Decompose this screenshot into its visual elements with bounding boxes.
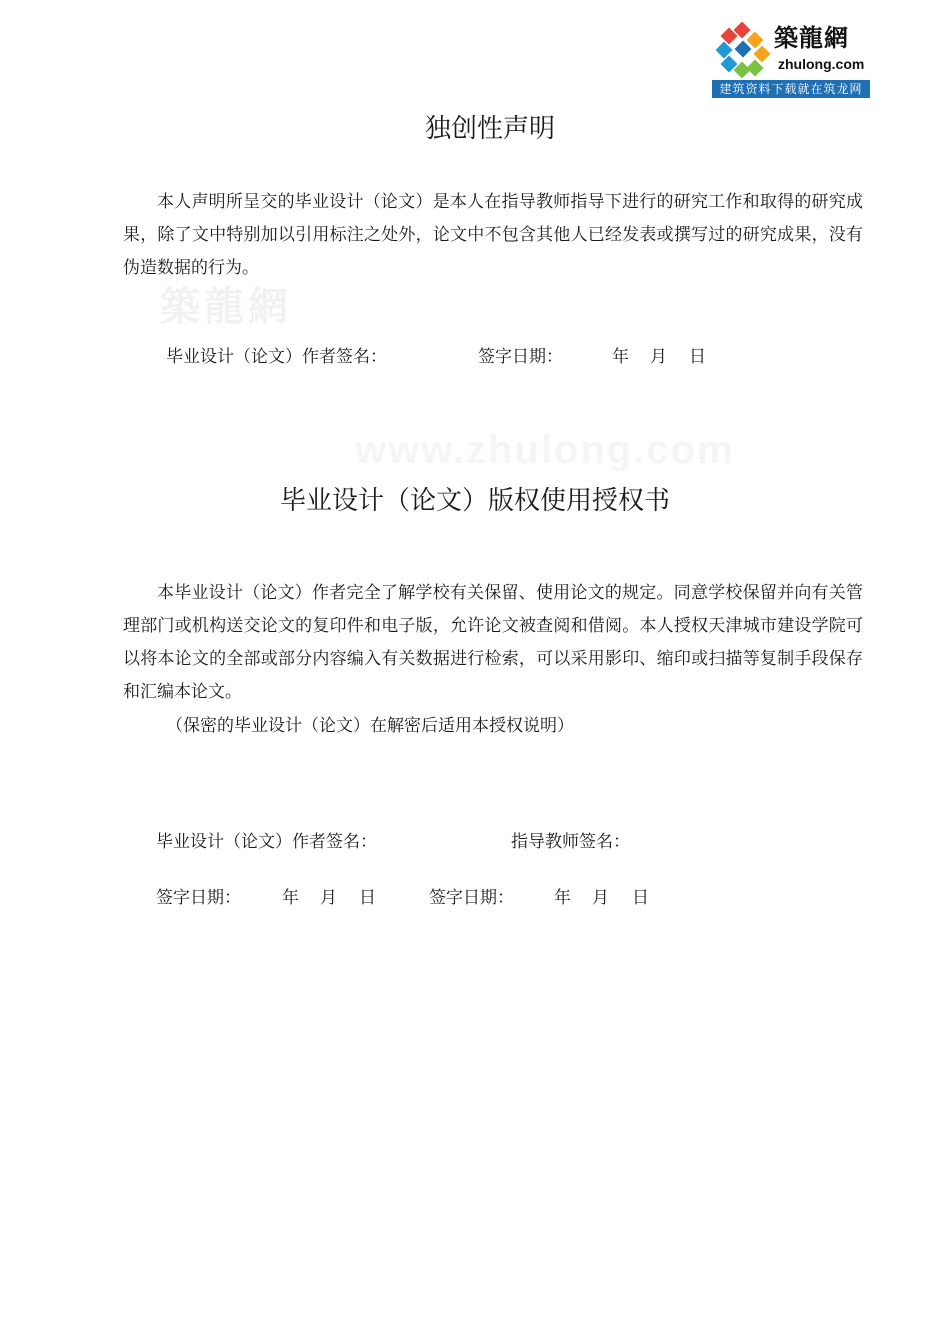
logo-pinwheel-icon xyxy=(716,22,772,78)
copyright-date-label-author: 签字日期： xyxy=(156,888,241,908)
copyright-body: 本毕业设计（论文）作者完全了解学校有关保留、使用论文的规定。同意学校保留并向有关管理部门或机构送交论文的复印件和电子版，允许论文被查阅和借阅。本人授权天津城市建设学院可以将本论文的全部或部分内容编入有关数据进行检索，可以采用影印、缩印或扫描等复制手段保存和汇编本论文。 xyxy=(123,583,863,702)
copyright-day-advisor: 日 xyxy=(632,888,649,908)
copyright-title: 毕业设计（论文）版权使用授权书 xyxy=(279,486,670,516)
watermark-en: www.zhulong.com xyxy=(355,428,735,472)
copyright-advisor-sign-label: 指导教师签名： xyxy=(511,832,630,852)
copyright-year-advisor: 年 xyxy=(554,888,571,908)
copyright-author-sign-label: 毕业设计（论文）作者签名： xyxy=(156,832,377,852)
originality-day: 日 xyxy=(689,347,706,367)
logo-slogan: 建筑资料下载就在筑龙网 xyxy=(712,80,870,98)
copyright-month-author: 月 xyxy=(320,888,337,908)
zhulong-logo xyxy=(712,20,870,98)
copyright-note: （保密的毕业设计（论文）在解密后适用本授权说明） xyxy=(166,716,574,736)
copyright-month-advisor: 月 xyxy=(592,888,609,908)
copyright-year-author: 年 xyxy=(282,888,299,908)
copyright-day-author: 日 xyxy=(359,888,376,908)
originality-year: 年 xyxy=(612,347,629,367)
copyright-date-label-advisor: 签字日期： xyxy=(429,888,514,908)
logo-name: 築龍網 xyxy=(774,24,849,52)
logo-domain: zhulong.com xyxy=(778,56,865,72)
originality-author-sign-label: 毕业设计（论文）作者签名： xyxy=(166,347,387,367)
originality-month: 月 xyxy=(650,347,667,367)
originality-body: 本人声明所呈交的毕业设计（论文）是本人在指导教师指导下进行的研究工作和取得的研究成果，除了文中特别加以引用标注之处外，论文中不包含其他人已经发表或撰写过的研究成果，没有伪造数据的行为。 xyxy=(123,192,863,278)
watermark-cn: 築龍網 xyxy=(160,284,292,330)
originality-title: 独创性声明 xyxy=(424,114,555,144)
originality-date-label: 签字日期： xyxy=(478,347,563,367)
